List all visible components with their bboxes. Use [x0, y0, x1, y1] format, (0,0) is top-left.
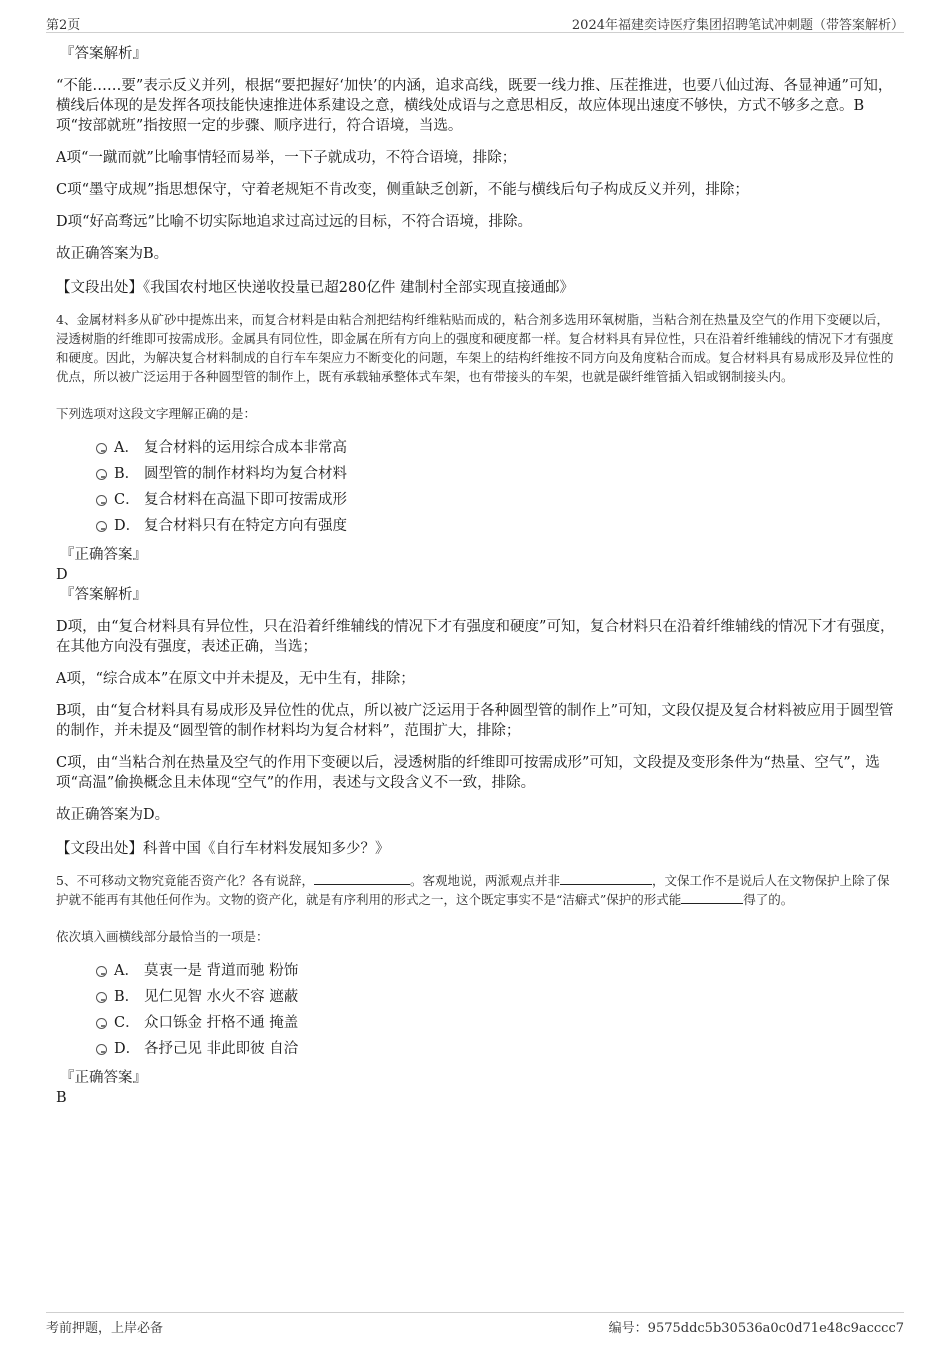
question-stem: 下列选项对这段文字理解正确的是： — [56, 406, 257, 421]
radio-icon[interactable] — [96, 1018, 107, 1029]
analysis-paragraph: “不能……要”表示反义并列，根据“要把握好‘加快’的内涵，追求高线，既要一线力推、压茬推进，也要八仙过海、各显神通”可知，横线后体现的是发挥各项技能快速推进体系建设之意，横线处成语与之意思相反，故应体现出速度不够快，方式不够多之意。B项“按部就班”指按照一定的步骤、顺序进行，符合语境，当选。 — [56, 78, 893, 134]
page-number: 第2页 — [46, 18, 81, 33]
analysis-paragraph: C项“墨守成规”指思想保守，守着老规矩不肯改变，侧重缺乏创新，不能与横线后句子构成反义并列，排除； — [56, 182, 749, 198]
radio-icon[interactable] — [96, 1044, 107, 1055]
correct-answer: D — [56, 567, 68, 583]
radio-icon[interactable] — [96, 992, 107, 1003]
analysis-paragraph: C项，由“当粘合剂在热量及空气的作用下变硬以后，浸透树脂的纤维即可按需成形”可知，文段提及变形条件为“热量、空气”，选项“高温”偷换概念且未体现“空气”的作用，表述与文段含义不一致，排除。 — [56, 755, 880, 791]
radio-icon[interactable] — [96, 443, 107, 454]
analysis-paragraph: D项，由“复合材料具有异位性，只在沿着纤维辅线的情况下才有强度和硬度”可知，复合材料只在沿着纤维辅线的情况下才有强度，在其他方向没有强度，表述正确，当选； — [56, 619, 895, 655]
source-paragraph: 【文段出处】科普中国《自行车材料发展知多少？》 — [56, 841, 390, 857]
correct-answer-label: 『正确答案』 — [60, 547, 147, 563]
radio-icon[interactable] — [96, 495, 107, 506]
analysis-paragraph: D项“好高骛远”比喻不切实际地追求过高过远的目标，不符合语境，排除。 — [56, 214, 532, 230]
options-list — [56, 435, 898, 539]
options-list — [56, 958, 898, 1062]
question-text: 4、金属材料多从矿砂中提炼出来，而复合材料是由粘合剂把结构纤维粘贴而成的，粘合剂多选用环氧树脂，当粘合剂在热量及空气的作用下变硬以后，浸透树脂的纤维即可按需成形。金属具有同位性，即金属在所有方向上的强度和硬度都一样。复合材料具有异位性，只在沿着纤维辅线的情况下才有强度和硬度。因此，为解决复合材料制成的自行车车架应力不断变化的问题，车架上的结构纤维按不同方向及角度粘合而成。复合材料具有易成形及异位性的优点，所以被广泛运用于各种圆型管的制作上，既有承载轴承整体式车架，也有带接头的车架，也就是碳纤维管插入铝或钢制接头内。 — [56, 312, 894, 384]
document-id: 编号：9575ddc5b30536a0c0d71e48c9acccc7 — [608, 1321, 904, 1336]
radio-icon[interactable] — [96, 469, 107, 480]
footer-slogan: 考前押题，上岸必备 — [46, 1321, 164, 1336]
option-b[interactable]: B． 见仁见智 水火不容 遮蔽 — [56, 984, 898, 1010]
question-text: 5、不可移动文物究竟能否资产化？各有说辞， 。客观地说，两派观点并非 ，文保工作不是说后人在文物保护上除了保护就不能再有其他任何作为。文物的资产化，就是有序利用的形式之一，这个既定事实不是“洁癖式”保护的形式能 得了的。 — [56, 873, 890, 907]
correct-answer: B — [56, 1090, 67, 1106]
radio-icon[interactable] — [96, 521, 107, 532]
page-header — [46, 10, 904, 33]
page-footer — [46, 1312, 904, 1335]
analysis-label: 『答案解析』 — [60, 587, 147, 603]
fill-blank — [560, 872, 652, 885]
correct-answer-label: 『正确答案』 — [60, 1070, 147, 1086]
fill-blank — [314, 872, 410, 885]
option-d[interactable]: D． 各抒己见 非此即彼 自洽 — [56, 1036, 898, 1062]
option-a[interactable]: A． 复合材料的运用综合成本非常高 — [56, 435, 898, 461]
analysis-label: 『答案解析』 — [60, 46, 147, 62]
radio-icon[interactable] — [96, 966, 107, 977]
option-d[interactable]: D． 复合材料只有在特定方向有强度 — [56, 513, 898, 539]
main-content — [56, 44, 898, 1108]
source-paragraph: 【文段出处】《我国农村地区快递收投量已超280亿件 建制村全部实现直接通邮》 — [56, 280, 575, 296]
fill-blank — [681, 891, 743, 904]
document-title: 2024年福建奕诗医疗集团招聘笔试冲刺题（带答案解析） — [571, 18, 904, 33]
analysis-paragraph: B项，由“复合材料具有易成形及异位性的优点，所以被广泛运用于各种圆型管的制作上”可知，文段仅提及复合材料被应用于圆型管的制作，并未提及“圆型管的制作材料均为复合材料”，范围扩大，排除； — [56, 703, 894, 739]
option-c[interactable]: C． 复合材料在高温下即可按需成形 — [56, 487, 898, 513]
conclusion-paragraph: 故正确答案为B。 — [56, 246, 169, 262]
option-b[interactable]: B． 圆型管的制作材料均为复合材料 — [56, 461, 898, 487]
analysis-paragraph: A项“一蹴而就”比喻事情轻而易举，一下子就成功，不符合语境，排除； — [56, 150, 517, 166]
option-c[interactable]: C． 众口铄金 扞格不通 掩盖 — [56, 1010, 898, 1036]
analysis-paragraph: A项，“综合成本”在原文中并未提及，无中生有，排除； — [56, 671, 415, 687]
option-a[interactable]: A． 莫衷一是 背道而驰 粉饰 — [56, 958, 898, 984]
conclusion-paragraph: 故正确答案为D。 — [56, 807, 170, 823]
question-stem: 依次填入画横线部分最恰当的一项是： — [56, 929, 269, 944]
